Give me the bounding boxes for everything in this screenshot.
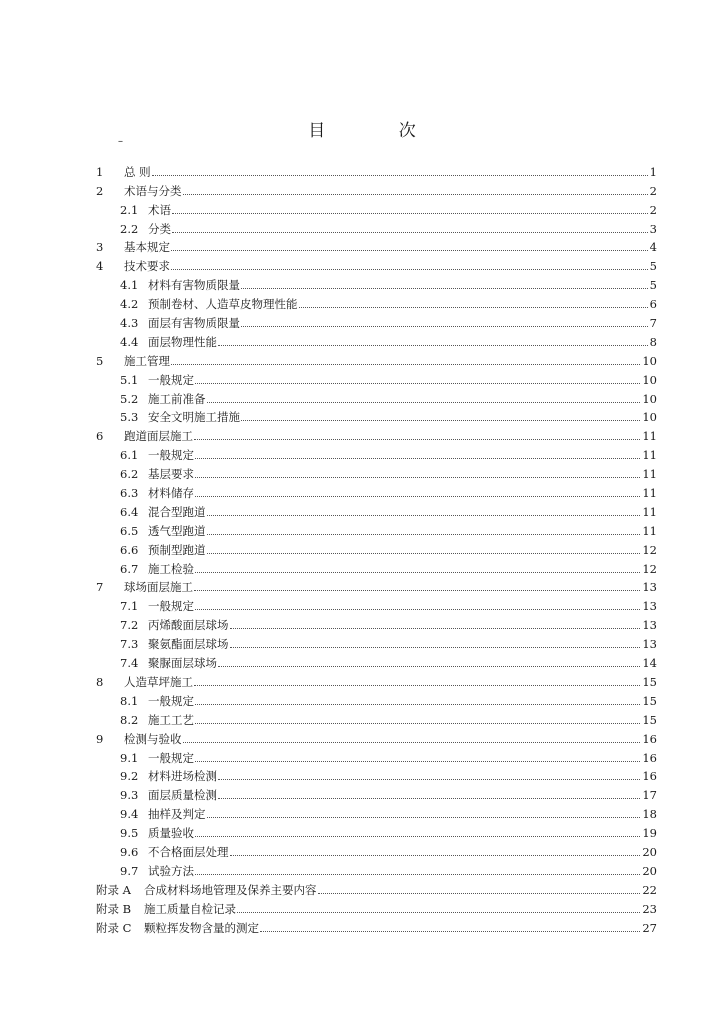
toc-entry-page-number: 16 xyxy=(642,750,657,765)
toc-subsection-entry[interactable] xyxy=(96,443,657,462)
toc-entry-label: 一般规定 xyxy=(148,448,194,463)
toc-entry-page-number: 10 xyxy=(642,391,657,406)
toc-subsection-entry[interactable] xyxy=(96,462,657,481)
toc-entry-label: 面层有害物质限量 xyxy=(148,316,240,331)
toc-section-entry[interactable] xyxy=(96,179,657,198)
toc-entry-label: 安全文明施工措施 xyxy=(148,410,240,425)
dot-leader xyxy=(218,345,648,346)
toc-entry-label: 丙烯酸面层球场 xyxy=(148,618,229,633)
toc-section-entry[interactable] xyxy=(96,424,657,443)
toc-entry-label: 一般规定 xyxy=(148,693,194,708)
toc-section-entry[interactable] xyxy=(96,254,657,273)
toc-entry-label: 基层要求 xyxy=(148,467,194,482)
toc-entry-page-number: 16 xyxy=(642,769,657,784)
toc-subsection-entry[interactable] xyxy=(96,557,657,576)
toc-entry-number: 5.2 xyxy=(120,391,139,406)
toc-entry-label: 施工前准备 xyxy=(148,391,206,406)
toc-entry-page-number: 11 xyxy=(642,467,657,482)
toc-subsection-entry[interactable] xyxy=(96,802,657,821)
toc-entry-number: 1 xyxy=(96,164,104,179)
toc-entry-number: 2.2 xyxy=(120,221,139,236)
toc-entry-label: 施工管理 xyxy=(124,353,170,368)
toc-entry-page-number: 16 xyxy=(642,731,657,746)
toc-subsection-entry[interactable] xyxy=(96,613,657,632)
toc-subsection-entry[interactable] xyxy=(96,406,657,425)
toc-subsection-entry[interactable] xyxy=(96,594,657,613)
toc-entry-label: 检测与验收 xyxy=(124,731,182,746)
toc-subsection-entry[interactable] xyxy=(96,746,657,765)
toc-entry-label: 材料储存 xyxy=(148,486,194,501)
dot-leader xyxy=(195,458,640,459)
toc-entry-label: 技术要求 xyxy=(124,259,170,274)
dot-leader xyxy=(172,232,648,233)
toc-section-entry[interactable] xyxy=(96,236,657,255)
dot-leader xyxy=(318,893,641,894)
toc-entry-page-number: 12 xyxy=(642,561,657,576)
toc-entry-number: 7.3 xyxy=(120,637,139,652)
toc-entry-number: 附录 C xyxy=(96,920,132,935)
toc-subsection-entry[interactable] xyxy=(96,330,657,349)
dot-leader xyxy=(195,704,640,705)
toc-entry-label: 材料进场检测 xyxy=(148,769,217,784)
toc-entry-label: 一般规定 xyxy=(148,599,194,614)
toc-entry-page-number: 1 xyxy=(649,164,657,179)
toc-entry-label: 术语 xyxy=(148,202,171,217)
toc-entry-number: 7 xyxy=(96,580,104,595)
toc-entry-number: 9 xyxy=(96,731,104,746)
toc-entry-page-number: 2 xyxy=(649,202,657,217)
toc-entry-label: 术语与分类 xyxy=(124,183,182,198)
toc-subsection-entry[interactable] xyxy=(96,273,657,292)
toc-entry-page-number: 8 xyxy=(649,334,657,349)
dot-leader xyxy=(194,685,640,686)
toc-entry-label: 不合格面层处理 xyxy=(148,844,229,859)
toc-entry-label: 跑道面层施工 xyxy=(124,429,193,444)
toc-entry-number: 4.3 xyxy=(120,316,139,331)
toc-entry-number: 2 xyxy=(96,183,104,198)
toc-appendix-entry[interactable] xyxy=(96,916,657,935)
toc-subsection-entry[interactable] xyxy=(96,217,657,236)
dot-leader xyxy=(299,307,648,308)
toc-subsection-entry[interactable] xyxy=(96,481,657,500)
toc-entry-page-number: 2 xyxy=(649,183,657,198)
toc-entry-page-number: 22 xyxy=(642,882,657,897)
toc-entry-label: 人造草坪施工 xyxy=(124,674,193,689)
toc-entry-page-number: 17 xyxy=(642,788,657,803)
toc-entry-number: 7.4 xyxy=(120,656,139,671)
toc-subsection-entry[interactable] xyxy=(96,292,657,311)
toc-entry-number: 4.1 xyxy=(120,278,139,293)
toc-entry-page-number: 13 xyxy=(642,618,657,633)
toc-entry-page-number: 11 xyxy=(642,486,657,501)
toc-entry-page-number: 10 xyxy=(642,372,657,387)
toc-entry-number: 7.2 xyxy=(120,618,139,633)
dot-leader xyxy=(230,628,641,629)
toc-entry-page-number: 11 xyxy=(642,429,657,444)
dot-leader xyxy=(183,194,648,195)
toc-entry-page-number: 20 xyxy=(642,863,657,878)
toc-entry-number: 3 xyxy=(96,240,104,255)
dot-leader xyxy=(183,742,641,743)
toc-entry-label: 聚脲面层球场 xyxy=(148,656,217,671)
toc-entry-page-number: 13 xyxy=(642,580,657,595)
dot-leader xyxy=(241,326,648,327)
toc-entry-number: 9.2 xyxy=(120,769,139,784)
toc-entry-label: 材料有害物质限量 xyxy=(148,278,240,293)
dot-leader xyxy=(207,817,641,818)
toc-subsection-entry[interactable] xyxy=(96,387,657,406)
toc-entry-page-number: 15 xyxy=(642,712,657,727)
toc-entry-number: 6.4 xyxy=(120,504,139,519)
dot-leader xyxy=(171,250,648,251)
toc-entry-page-number: 13 xyxy=(642,599,657,614)
dot-leader xyxy=(195,761,640,762)
toc-appendix-entry[interactable] xyxy=(96,878,657,897)
toc-subsection-entry[interactable] xyxy=(96,840,657,859)
dot-leader xyxy=(195,383,640,384)
toc-entry-number: 6.3 xyxy=(120,486,139,501)
toc-entry-label: 抽样及判定 xyxy=(148,807,206,822)
dot-leader xyxy=(195,874,640,875)
toc-entry-label: 施工质量自检记录 xyxy=(144,901,236,916)
toc-entry-number: 8.1 xyxy=(120,693,139,708)
toc-entry-page-number: 13 xyxy=(642,637,657,652)
toc-entry-page-number: 11 xyxy=(642,523,657,538)
toc-entry-number: 9.1 xyxy=(120,750,139,765)
toc-entry-number: 2.1 xyxy=(120,202,139,217)
toc-entry-page-number: 10 xyxy=(642,410,657,425)
toc-entry-page-number: 6 xyxy=(649,297,657,312)
toc-entry-label: 一般规定 xyxy=(148,372,194,387)
dot-leader xyxy=(171,364,640,365)
toc-entry-label: 施工检验 xyxy=(148,561,194,576)
dot-leader xyxy=(207,402,641,403)
toc-entry-number: 9.3 xyxy=(120,788,139,803)
toc-subsection-entry[interactable] xyxy=(96,368,657,387)
dot-leader xyxy=(195,496,640,497)
dot-leader xyxy=(207,553,641,554)
toc-subsection-entry[interactable] xyxy=(96,651,657,670)
dot-leader xyxy=(195,609,640,610)
dot-leader xyxy=(195,723,640,724)
toc-entry-number: 6.7 xyxy=(120,561,139,576)
dot-leader xyxy=(171,269,648,270)
toc-entry-number: 4.4 xyxy=(120,334,139,349)
toc-entry-number: 4.2 xyxy=(120,297,139,312)
toc-entry-label: 混合型跑道 xyxy=(148,504,206,519)
toc-entry-label: 分类 xyxy=(148,221,171,236)
toc-entry-number: 9.7 xyxy=(120,863,139,878)
toc-entry-page-number: 18 xyxy=(642,807,657,822)
toc-subsection-entry[interactable] xyxy=(96,859,657,878)
toc-entry-page-number: 15 xyxy=(642,693,657,708)
dot-leader xyxy=(194,439,640,440)
dot-leader xyxy=(195,477,640,478)
toc-section-entry[interactable] xyxy=(96,576,657,595)
toc-subsection-entry[interactable] xyxy=(96,538,657,557)
toc-entry-page-number: 19 xyxy=(642,826,657,841)
toc-entry-number: 附录 A xyxy=(96,882,131,897)
dot-leader xyxy=(237,912,640,913)
dot-leader xyxy=(207,534,641,535)
toc-section-entry[interactable] xyxy=(96,160,657,179)
dot-leader xyxy=(230,855,641,856)
toc-entry-page-number: 20 xyxy=(642,844,657,859)
toc-subsection-entry[interactable] xyxy=(96,765,657,784)
dot-leader xyxy=(194,590,640,591)
toc-entry-label: 基本规定 xyxy=(124,240,170,255)
dot-leader xyxy=(172,213,648,214)
dot-leader xyxy=(218,779,640,780)
toc-entry-page-number: 27 xyxy=(642,920,657,935)
toc-entry-number: 9.4 xyxy=(120,807,139,822)
toc-entry-number: 5 xyxy=(96,353,104,368)
toc-entry-page-number: 4 xyxy=(649,240,657,255)
toc-entry-label: 颗粒挥发物含量的测定 xyxy=(144,920,259,935)
toc-subsection-entry[interactable] xyxy=(96,311,657,330)
toc-appendix-entry[interactable] xyxy=(96,897,657,916)
toc-section-entry[interactable] xyxy=(96,727,657,746)
toc-entry-page-number: 23 xyxy=(642,901,657,916)
dot-leader xyxy=(195,572,640,573)
toc-subsection-entry[interactable] xyxy=(96,689,657,708)
toc-entry-number: 6 xyxy=(96,429,104,444)
toc-entry-number: 9.6 xyxy=(120,844,139,859)
dot-leader xyxy=(241,420,640,421)
toc-subsection-entry[interactable] xyxy=(96,500,657,519)
toc-entry-label: 透气型跑道 xyxy=(148,523,206,538)
dot-leader xyxy=(241,288,648,289)
toc-entry-label: 面层物理性能 xyxy=(148,334,217,349)
toc-subsection-entry[interactable] xyxy=(96,198,657,217)
dot-leader xyxy=(218,666,640,667)
toc-entry-label: 一般规定 xyxy=(148,750,194,765)
dot-leader xyxy=(152,175,648,176)
toc-entry-label: 合成材料场地管理及保养主要内容 xyxy=(144,882,317,897)
table-of-contents xyxy=(96,160,657,935)
toc-entry-number: 6.2 xyxy=(120,467,139,482)
dot-leader xyxy=(207,515,641,516)
toc-entry-page-number: 7 xyxy=(649,316,657,331)
toc-entry-page-number: 12 xyxy=(642,542,657,557)
toc-entry-label: 施工工艺 xyxy=(148,712,194,727)
toc-entry-page-number: 14 xyxy=(642,656,657,671)
toc-entry-number: 6.6 xyxy=(120,542,139,557)
toc-entry-label: 球场面层施工 xyxy=(124,580,193,595)
toc-entry-page-number: 11 xyxy=(642,448,657,463)
toc-entry-number: 5.3 xyxy=(120,410,139,425)
toc-entry-label: 总 则 xyxy=(124,164,151,179)
toc-entry-number: 6.5 xyxy=(120,523,139,538)
page-title: 目 次 xyxy=(308,121,450,141)
toc-entry-page-number: 11 xyxy=(642,504,657,519)
toc-entry-number: 7.1 xyxy=(120,599,139,614)
toc-entry-label: 预制型跑道 xyxy=(148,542,206,557)
toc-subsection-entry[interactable] xyxy=(96,821,657,840)
toc-section-entry[interactable] xyxy=(96,670,657,689)
small-dash-mark: – xyxy=(118,136,123,147)
dot-leader xyxy=(218,798,640,799)
toc-subsection-entry[interactable] xyxy=(96,632,657,651)
toc-subsection-entry[interactable] xyxy=(96,519,657,538)
toc-entry-number: 5.1 xyxy=(120,372,139,387)
toc-entry-page-number: 15 xyxy=(642,674,657,689)
toc-entry-page-number: 5 xyxy=(649,278,657,293)
toc-subsection-entry[interactable] xyxy=(96,708,657,727)
toc-entry-label: 试验方法 xyxy=(148,863,194,878)
toc-entry-page-number: 5 xyxy=(649,259,657,274)
toc-entry-number: 8.2 xyxy=(120,712,139,727)
toc-entry-number: 附录 B xyxy=(96,901,132,916)
toc-entry-number: 8 xyxy=(96,674,104,689)
toc-entry-number: 4 xyxy=(96,259,104,274)
toc-entry-label: 预制卷材、人造草皮物理性能 xyxy=(148,297,298,312)
toc-entry-label: 质量验收 xyxy=(148,826,194,841)
dot-leader xyxy=(195,836,640,837)
toc-entry-label: 面层质量检测 xyxy=(148,788,217,803)
toc-entry-page-number: 3 xyxy=(649,221,657,236)
toc-entry-number: 9.5 xyxy=(120,826,139,841)
dot-leader xyxy=(230,647,641,648)
dot-leader xyxy=(260,931,640,932)
toc-section-entry[interactable] xyxy=(96,349,657,368)
toc-subsection-entry[interactable] xyxy=(96,783,657,802)
toc-entry-number: 6.1 xyxy=(120,448,139,463)
toc-entry-label: 聚氨酯面层球场 xyxy=(148,637,229,652)
toc-entry-page-number: 10 xyxy=(642,353,657,368)
